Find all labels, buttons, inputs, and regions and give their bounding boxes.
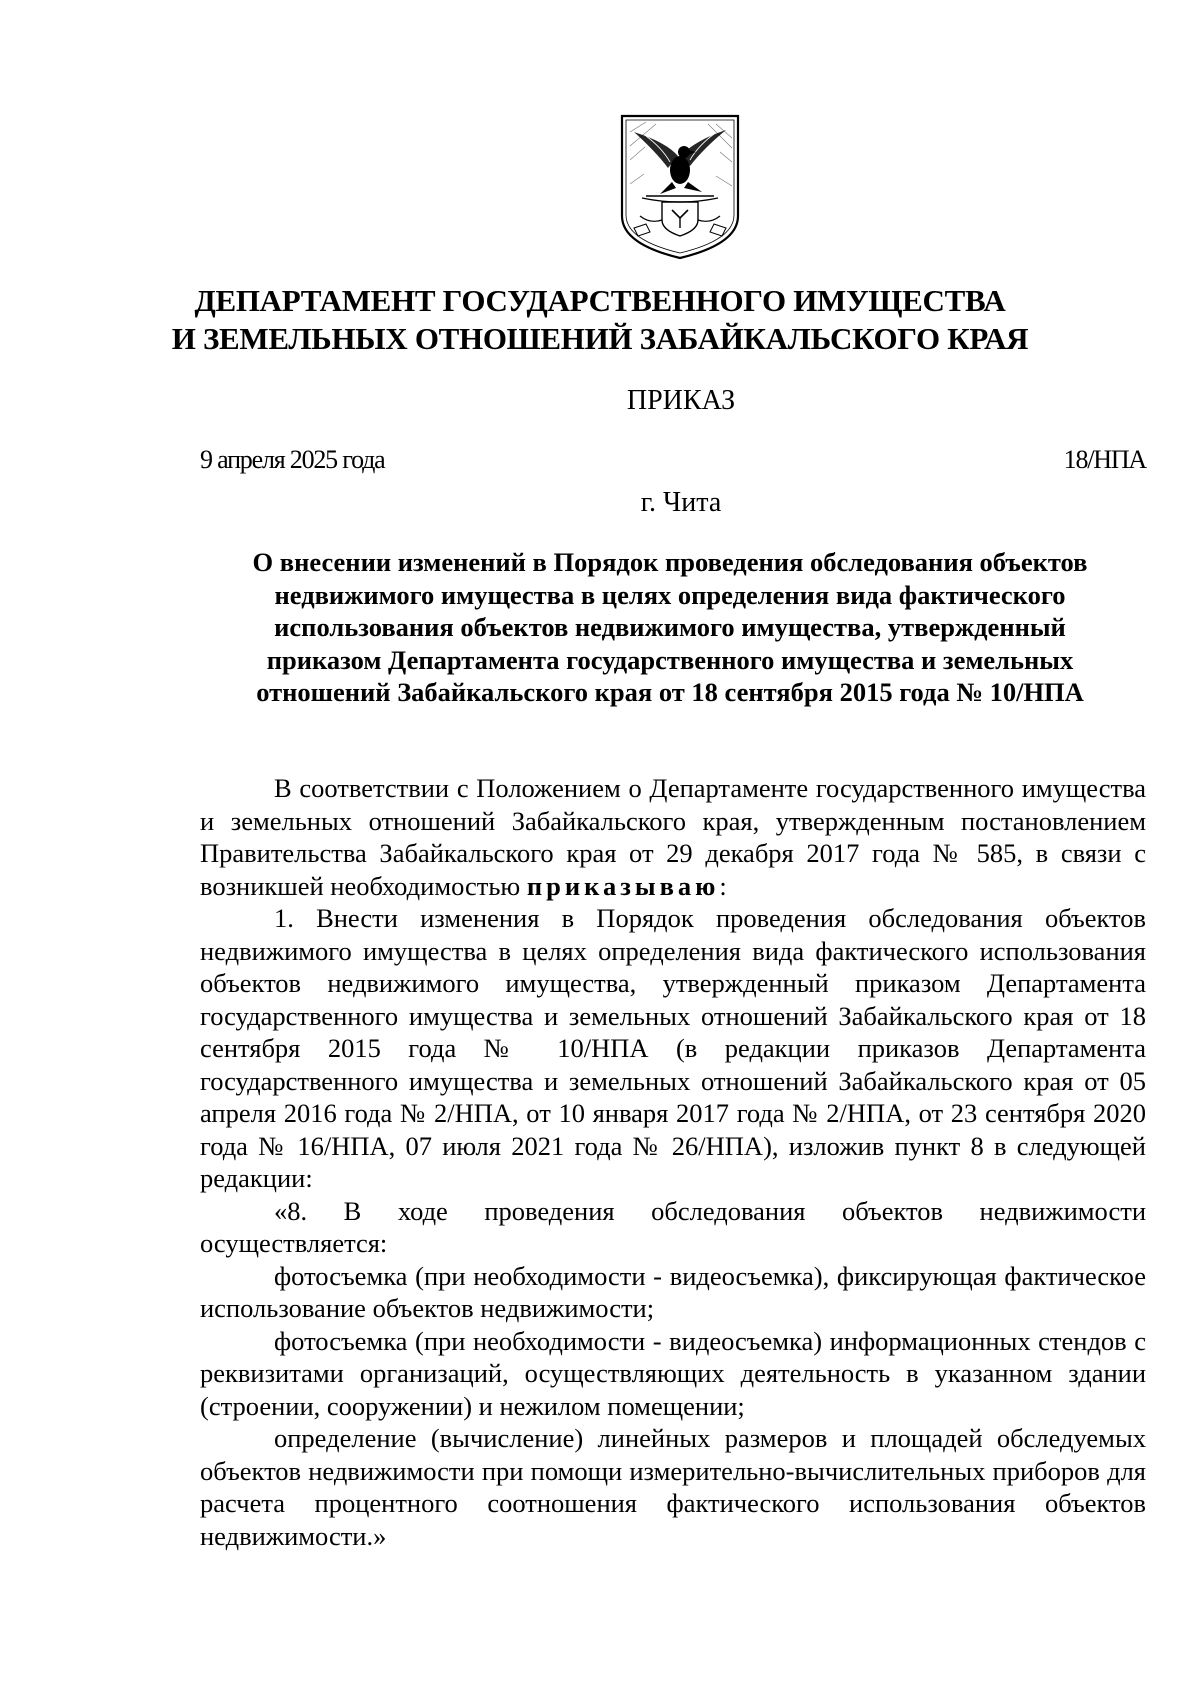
preamble-colon: : bbox=[719, 870, 727, 901]
order-subject bbox=[170, 546, 1170, 709]
department-title-line-2: И ЗЕМЕЛЬНЫХ ОТНОШЕНИЙ ЗАБАЙКАЛЬСКОГО КРАЯ bbox=[171, 321, 1029, 356]
preamble-paragraph bbox=[200, 772, 1146, 902]
order-body bbox=[200, 772, 1146, 1552]
preamble-text: В соответствии с Положением о Департаменте государственного имущества и земельных отношений Забайкальского края, утвержденным постановлением Правительства Забайкальского края от 29 декабря 2017 года № 585, в связи с возникшей необходимостью bbox=[200, 773, 1146, 901]
subject-line: О внесении изменений в Порядок проведения обследования объектов bbox=[252, 547, 1088, 577]
clause-paragraph: «8. В ходе проведения обследования объектов недвижимости осуществляется: bbox=[200, 1195, 1146, 1258]
clause-paragraph: 1. Внести изменения в Порядок проведения обследования объектов недвижимого имущества в целях определения вида фактического использования объектов недвижимого имущества, утвержденный приказом Департамента государственного имущества и земельных отношений Забайкальского края от 18 сентября 2015 года № 10/НПА (в редакции приказов Департамента государственного имущества и земельных отношений Забайкальского края от 05 апреля 2016 года № 2/НПА, от 10 января 2017 года № 2/НПА, от 23 сентября 2020 года № 16/НПА, 07 июля 2021 года № 26/НПА), изложив пункт 8 в следующей редакции: bbox=[200, 903, 1146, 1193]
clause-paragraph: фотосъемка (при необходимости - видеосъемка) информационных стендов с реквизитами организаций, осуществляющих деятельность в указанном здании (строении, сооружении) и нежилом помещении; bbox=[200, 1325, 1146, 1421]
subject-line: приказом Департамента государственного имущества и земельных bbox=[266, 644, 1074, 675]
subject-line: недвижимого имущества в целях определения вида фактического bbox=[274, 579, 1066, 610]
subject-line: использования объектов недвижимого имущества, утвержденный bbox=[274, 612, 1066, 643]
order-date: 9 апреля 2025 года bbox=[200, 445, 385, 474]
order-number: 18/НПА bbox=[1063, 445, 1146, 474]
zabaykalsky-krai-coat-of-arms-icon bbox=[616, 112, 744, 262]
clause-paragraph: фотосъемка (при необходимости - видеосъемка), фиксирующая фактическое использование объектов недвижимости; bbox=[200, 1260, 1146, 1323]
department-title-line-1: ДЕПАРТАМЕНТ ГОСУДАРСТВЕННОГО ИМУЩЕСТВА bbox=[194, 283, 1006, 318]
city: г. Чита bbox=[640, 487, 722, 518]
subject-line: отношений Забайкальского края от 18 сентября 2015 года № 10/НПА bbox=[256, 677, 1084, 708]
document-type: ПРИКАЗ bbox=[626, 385, 736, 416]
command-word: приказываю bbox=[526, 870, 720, 901]
clause-paragraph: определение (вычисление) линейных размеров и площадей обследуемых объектов недвижимости при помощи измерительно-вычислительных приборов для расчета процентного соотношения фактического использования объектов недвижимости.» bbox=[200, 1423, 1146, 1551]
